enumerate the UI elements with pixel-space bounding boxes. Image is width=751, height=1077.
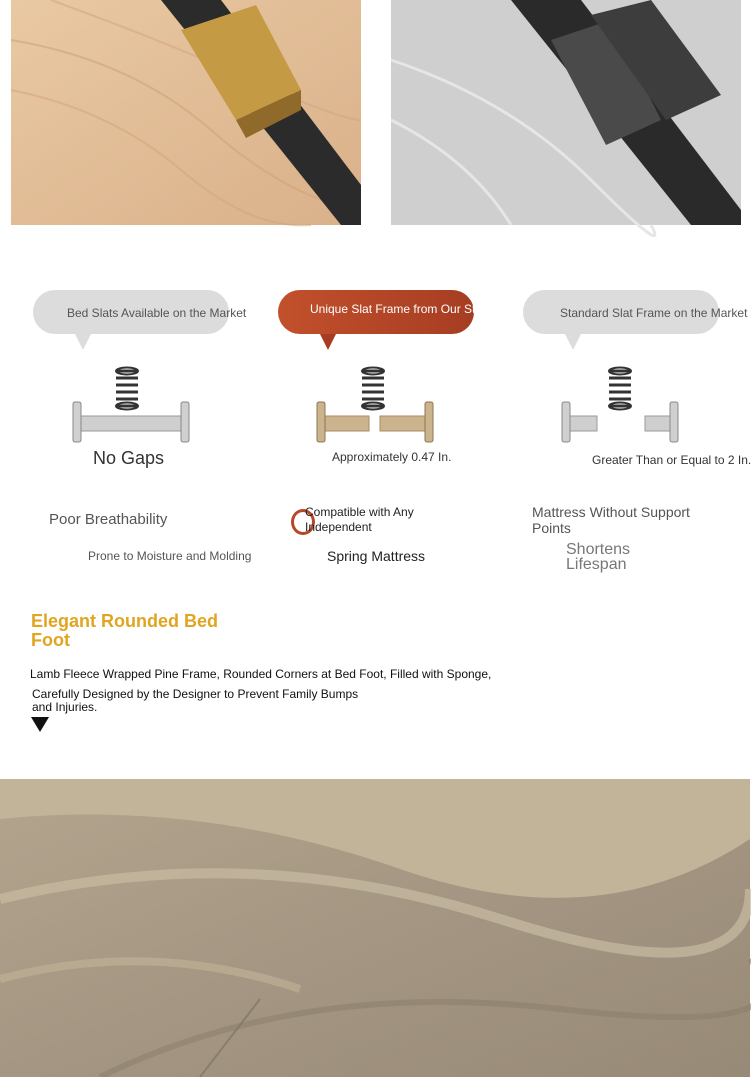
small-gap-diagram [312,365,437,445]
our-slats-bubble [278,290,493,334]
no-gaps-caption: No Gaps [93,448,165,468]
market-slats-label: Bed Slats Available on the Market [67,306,247,320]
spring-icon [362,368,384,410]
spring-icon [609,368,631,410]
bed-foot-line-1: Lamb Fleece Wrapped Pine Frame, Rounded Corners at Bed Foot, Filled with Sponge, [30,667,492,681]
compatible-text: Compatible with Any Independent [305,505,414,534]
spring-icon [116,368,138,410]
triangle-down-icon [31,717,49,732]
large-gap-diagram [557,365,682,445]
no-support-points-text: Mattress Without Support Points [532,504,690,536]
bed-foot-line-2: Carefully Designed by the Designer to Prevent Family Bumps [32,687,359,701]
no-gap-diagram [68,365,193,445]
market-slats-bubble [33,290,247,334]
wood-slat-photo [11,0,361,225]
bed-foot-line-3: and Injuries. [32,700,98,714]
standard-slats-bubble [523,290,748,334]
spring-mattress-text: Spring Mattress [327,548,426,564]
bed-fabric-photo [0,779,750,1077]
our-slats-label: Unique Slat Frame from Our Store [310,302,493,316]
gap-2in-caption: Greater Than or Equal to 2 In. [592,453,751,467]
moisture-molding-text: Prone to Moisture and Molding [88,549,252,563]
grey-slat-photo [391,0,741,225]
shortens-lifespan-text: Shortens Lifespan [566,541,631,573]
gap-047-caption: Approximately 0.47 In. [332,450,452,464]
bed-foot-title: Elegant Rounded Bed Foot [31,611,219,650]
poor-breathability-text: Poor Breathability [49,511,168,528]
standard-slats-label: Standard Slat Frame on the Market [560,306,748,320]
